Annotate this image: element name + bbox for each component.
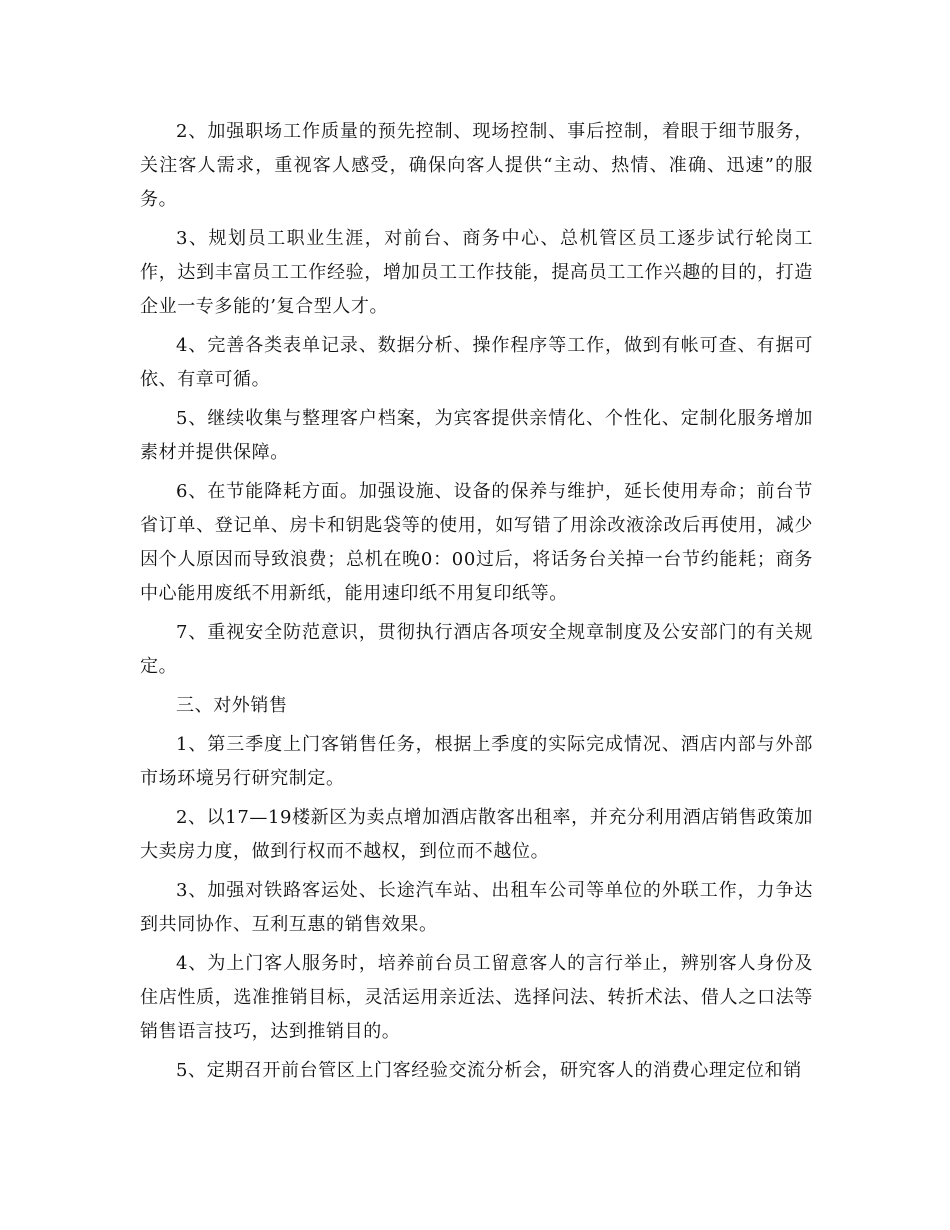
paragraph-analysis-meeting: 5、定期召开前台管区上门客经验交流分析会，研究客人的消费心理定位和销 (176, 1060, 802, 1081)
paragraph-quality-control: 2、加强职场工作质量的预先控制、现场控制、事后控制，着眼于细节服务，关注客人需求，重视客人感受，确保向客人提供“主动、热情、准确、迅速”的服务。 (140, 121, 813, 210)
paragraph-sales-skills: 4、为上门客人服务时，培养前台员工留意客人的言行举止，辨别客人身份及住店性质，选准推销目标，灵活运用亲近法、选择问法、转折术法、借人之口法等销售语言技巧，达到推销目的。 (140, 953, 813, 1042)
paragraph-records: 4、完善各类表单记录、数据分析、操作程序等工作，做到有帐可查、有据可依、有章可循。 (140, 335, 813, 390)
section-heading-external-sales: 三、对外销售 (176, 695, 288, 716)
paragraph-safety: 7、重视安全防范意识，贯彻执行酒店各项安全规章制度及公安部门的有关规定。 (140, 622, 813, 677)
paragraph-sales-target: 1、第三季度上门客销售任务，根据上季度的实际完成情况、酒店内部与外部市场环境另行研究制定。 (140, 734, 813, 789)
paragraph-customer-files: 5、继续收集与整理客户档案，为宾客提供亲情化、个性化、定制化服务增加素材并提供保障。 (140, 408, 813, 463)
paragraph-new-area: 2、以17—19楼新区为卖点增加酒店散客出租率，并充分利用酒店销售政策加大卖房力度，做到行权而不越权，到位而不越位。 (140, 807, 813, 862)
paragraph-external-liaison: 3、加强对铁路客运处、长途汽车站、出租车公司等单位的外联工作，力争达到共同协作、互利互惠的销售效果。 (140, 880, 813, 935)
paragraph-career-planning: 3、规划员工职业生涯，对前台、商务中心、总机管区员工逐步试行轮岗工作，达到丰富员工工作经验，增加员工工作技能，提高员工工作兴趣的目的，打造企业一专多能的’复合型人才。 (140, 228, 813, 317)
paragraph-energy-saving: 6、在节能降耗方面。加强设施、设备的保养与维护，延长使用寿命；前台节省订单、登记单、房卡和钥匙袋等的使用，如写错了用涂改液涂改后再使用，减少因个人原因而导致浪费；总机在晚0：00过后，将话务台关掉一台节约能耗；商务中心能用废纸不用新纸，能用速印纸不用复印纸等。 (140, 481, 813, 604)
